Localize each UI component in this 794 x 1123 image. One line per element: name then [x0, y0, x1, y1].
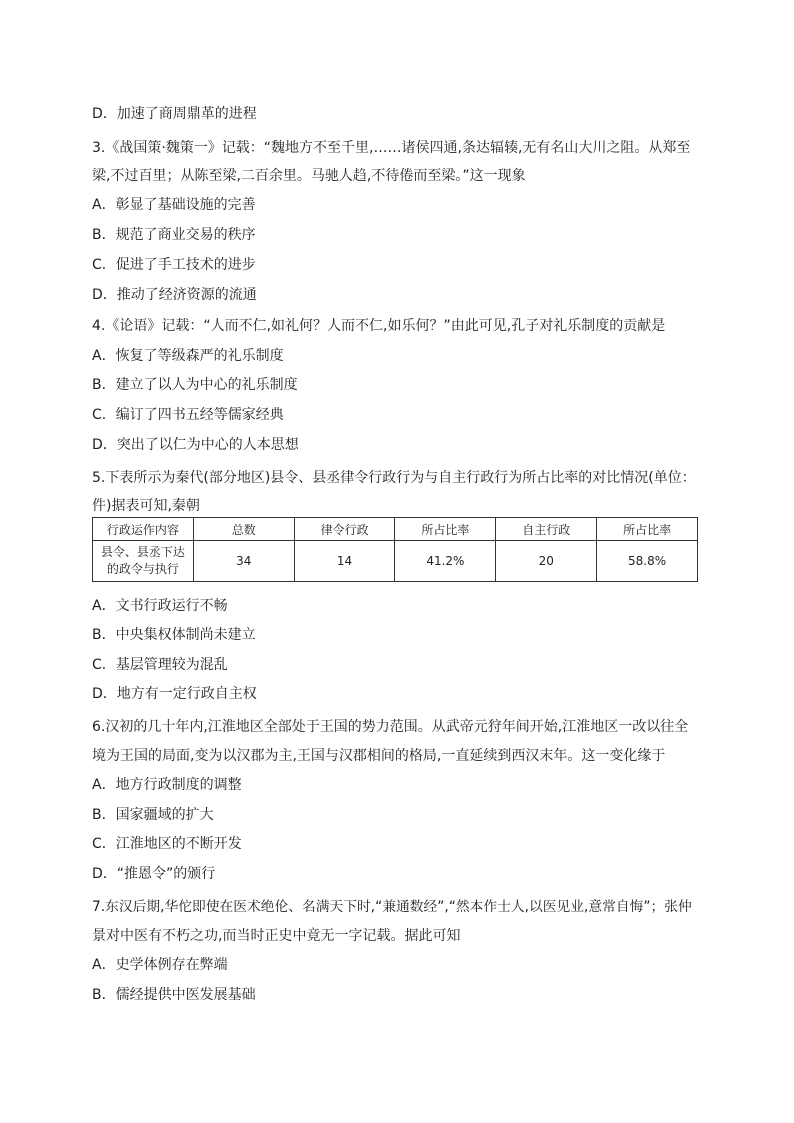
content-line1: 县令、县丞下达: [100, 545, 185, 559]
table-cell-law-ratio: 41.2%: [395, 541, 496, 582]
table-header-cell: 行政运作内容: [93, 518, 194, 541]
question-7-stem-line2: 景对中医有不朽之功,而当时正史中竟无一字记载。据此可知: [92, 928, 461, 944]
table-header-cell: 总数: [193, 518, 294, 541]
option-d-prev: D．加速了商周鼎革的进程: [92, 106, 257, 122]
question-5-option-b: B．中央集权体制尚未建立: [92, 627, 256, 643]
question-3-option-b: B．规范了商业交易的秩序: [92, 227, 256, 243]
table-row: [93, 541, 698, 582]
question-5-stem-line1: 5.下表所示为秦代(部分地区)县令、县丞律令行政行为与自主行政行为所占比率的对比情况(单位：: [92, 470, 696, 486]
table-cell-self-ratio: 58.8%: [597, 541, 698, 582]
question-4-option-c: C．编订了四书五经等儒家经典: [92, 407, 284, 423]
question-6-option-b: B．国家疆域的扩大: [92, 807, 214, 823]
question-6-stem-line1: 6.汉初的几十年内,江淮地区全部处于王国的势力范围。从武帝元狩年间开始,江淮地区一改以往全: [92, 719, 689, 735]
question-6-option-a: A．地方行政制度的调整: [92, 777, 242, 793]
question-5-stem-line2: 件)据表可知,秦朝: [92, 498, 200, 514]
table-header-cell: 律令行政: [294, 518, 395, 541]
question-4-option-a: A．恢复了等级森严的礼乐制度: [92, 348, 284, 364]
question-3-option-d: D．推动了经济资源的流通: [92, 287, 257, 303]
question-4-option-b: B．建立了以人为中心的礼乐制度: [92, 377, 298, 393]
question-5-option-a: A．文书行政运行不畅: [92, 598, 228, 614]
question-4-stem: 4.《论语》记载：“人而不仁,如礼何？人而不仁,如乐何？”由此可见,孔子对礼乐制度的贡献是: [92, 318, 666, 334]
question-7-stem-line1: 7.东汉后期,华佗即使在医术绝伦、名满天下时,“兼通数经”,“然本作士人,以医见业,意常自悔”；张仲: [92, 899, 692, 915]
question-6-option-c: C．江淮地区的不断开发: [92, 836, 242, 852]
question-6-option-d: D．“推恩令”的颁行: [92, 866, 216, 882]
question-3-stem-line1: 3.《战国策·魏策一》记载：“魏地方不至千里,……诸侯四通,条达辐辏,无有名山大川之阻。从郑至: [92, 140, 691, 156]
question-3-stem-line2: 梁,不过百里；从陈至梁,二百余里。马驰人趋,不待倦而至梁。”这一现象: [92, 168, 526, 184]
question-3-option-a: A．彰显了基础设施的完善: [92, 197, 256, 213]
table-header-cell: 所占比率: [395, 518, 496, 541]
admin-ratio-table: [92, 517, 698, 582]
table-cell-total: 34: [193, 541, 294, 582]
question-6-stem-line2: 境为王国的局面,变为以汉郡为主,王国与汉郡相间的格局,一直延续到西汉末年。这一变化缘于: [92, 748, 666, 764]
question-4-option-d: D．突出了以仁为中心的人本思想: [92, 437, 299, 453]
table-header-row: [93, 518, 698, 541]
question-7-option-a: A．史学体例存在弊端: [92, 957, 228, 973]
table-cell-law: 14: [294, 541, 395, 582]
table-header-cell: 所占比率: [597, 518, 698, 541]
question-5-option-d: D．地方有一定行政自主权: [92, 686, 257, 702]
content-line2: 的政令与执行: [106, 562, 179, 576]
table-cell-self: 20: [496, 541, 597, 582]
question-5-option-c: C．基层管理较为混乱: [92, 657, 228, 673]
question-3-option-c: C．促进了手工技术的进步: [92, 257, 256, 273]
table-cell-content: [93, 541, 194, 582]
question-7-option-b: B．儒经提供中医发展基础: [92, 987, 256, 1003]
table-header-cell: 自主行政: [496, 518, 597, 541]
